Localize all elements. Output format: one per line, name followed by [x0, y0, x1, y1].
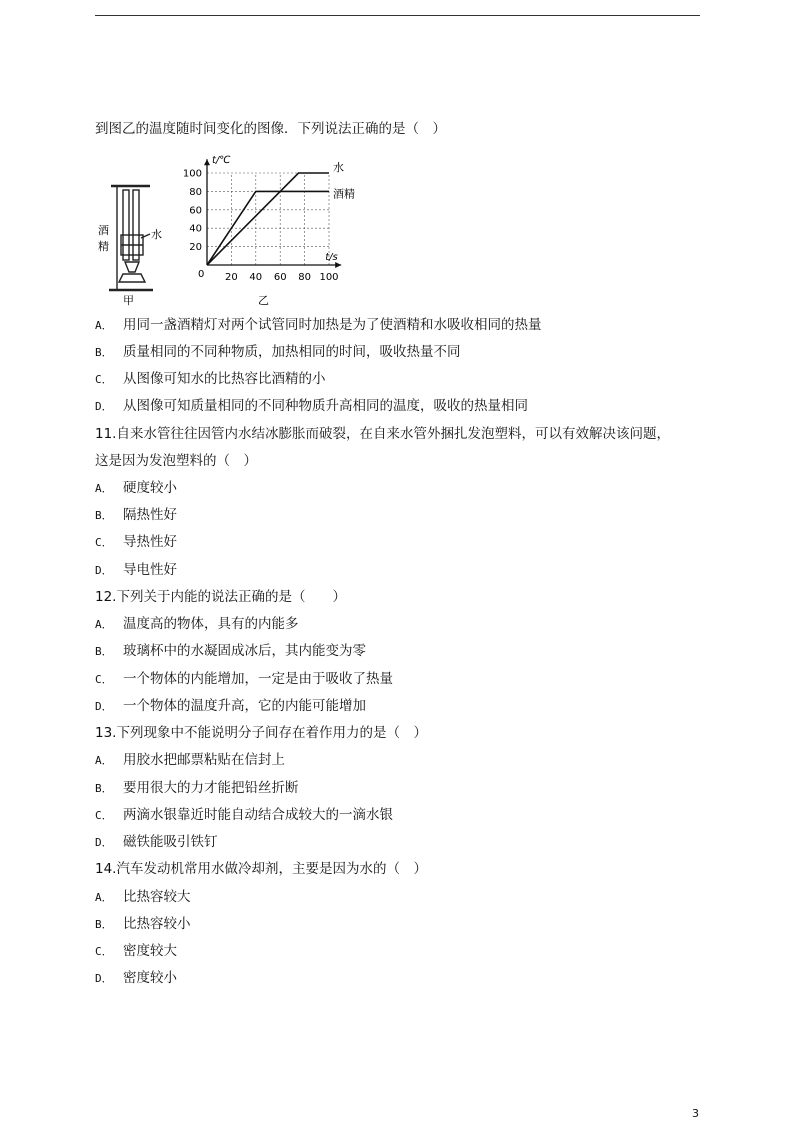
- option-text: 用胶水把邮票粘贴在信封上: [123, 752, 285, 768]
- option-text: 密度较小: [123, 970, 177, 986]
- series-line-water: [207, 173, 329, 265]
- x-tick-label: 80: [298, 272, 311, 283]
- apparatus-drawing: [109, 185, 153, 290]
- option-letter: C．: [95, 673, 113, 686]
- option-text: 磁铁能吸引铁钉: [123, 834, 218, 850]
- option-text: 玻璃杯中的水凝固成冰后，其内能变为零: [123, 643, 366, 659]
- apparatus-caption: 甲: [123, 294, 134, 307]
- apparatus-alcohol-label-1: 酒: [98, 224, 109, 237]
- option-text: 从图像可知质量相同的不同种物质升高相同的温度，吸收的热量相同: [123, 398, 528, 414]
- q11-option-a[interactable]: [95, 479, 177, 498]
- q14-option-c[interactable]: [95, 942, 177, 961]
- q12-option-a[interactable]: [95, 615, 299, 634]
- figure: [95, 150, 355, 310]
- option-text: 比热容较小: [123, 916, 191, 932]
- alcohol-lamp: [125, 262, 139, 272]
- header-rule: [95, 15, 700, 16]
- q11-option-b[interactable]: [95, 506, 177, 525]
- x-axis-label: t/s: [325, 252, 338, 263]
- question-12-stem: 12.下列关于内能的说法正确的是（ ）: [95, 589, 346, 605]
- option-letter: A．: [95, 319, 113, 332]
- page-number: 3: [692, 1107, 699, 1120]
- q14-option-d[interactable]: [95, 969, 177, 988]
- option-letter: C．: [95, 536, 113, 549]
- q11-option-d[interactable]: [95, 561, 177, 580]
- option-letter: C．: [95, 373, 113, 386]
- option-text: 导热性好: [123, 534, 177, 550]
- graph-caption: 乙: [258, 294, 269, 307]
- q13-option-c[interactable]: [95, 806, 393, 825]
- option-letter: A．: [95, 618, 113, 631]
- q13-option-a[interactable]: [95, 751, 285, 770]
- question-11-stem-line1: 11.自来水管往往因管内水结冰膨胀而破裂，在自来水管外捆扎发泡塑料，可以有效解决该问题，: [95, 426, 670, 442]
- q12-option-b[interactable]: [95, 642, 366, 661]
- x-tick-label: 20: [225, 272, 238, 283]
- option-letter: A．: [95, 482, 113, 495]
- question-14-stem: 14.汽车发动机常用水做冷却剂，主要是因为水的（ ）: [95, 861, 427, 877]
- y-axis-arrow: [204, 159, 210, 165]
- option-letter: C．: [95, 809, 113, 822]
- x-tick-label: 100: [319, 272, 339, 283]
- q13-option-b[interactable]: [95, 779, 299, 798]
- x-tick-label: 40: [249, 272, 263, 283]
- q10-option-d[interactable]: [95, 397, 528, 416]
- option-letter: A．: [95, 754, 113, 767]
- q14-option-a[interactable]: [95, 888, 191, 907]
- option-letter: D．: [95, 972, 113, 985]
- apparatus-alcohol-label-2: 精: [98, 240, 109, 253]
- q11-option-c[interactable]: [95, 533, 177, 552]
- y-axis-label: t/℃: [212, 155, 231, 167]
- q10-option-a[interactable]: [95, 316, 542, 335]
- x-tick-label: 60: [273, 272, 287, 283]
- option-text: 两滴水银靠近时能自动结合成较大的一滴水银: [123, 807, 393, 823]
- option-text: 比热容较大: [123, 889, 191, 905]
- option-text: 质量相同的不同种物质，加热相同的时间，吸收热量不同: [123, 344, 461, 360]
- question-13-stem: 13.下列现象中不能说明分子间存在着作用力的是（ ）: [95, 725, 427, 741]
- option-text: 从图像可知水的比热容比酒精的小: [123, 371, 326, 387]
- option-letter: B．: [95, 509, 113, 522]
- y-tick-label: 80: [189, 186, 202, 198]
- option-letter: D．: [95, 564, 113, 577]
- y-tick-label: 40: [189, 223, 202, 235]
- option-letter: B．: [95, 346, 113, 359]
- option-letter: D．: [95, 400, 113, 413]
- q14-option-b[interactable]: [95, 915, 191, 934]
- option-letter: D．: [95, 700, 113, 713]
- q13-option-d[interactable]: [95, 833, 218, 852]
- option-text: 密度较大: [123, 943, 177, 959]
- option-text: 温度高的物体，具有的内能多: [123, 616, 299, 632]
- temperature-chart: [183, 155, 355, 283]
- test-tube-alcohol: [123, 190, 129, 260]
- option-text: 导电性好: [123, 562, 177, 578]
- option-letter: D．: [95, 836, 113, 849]
- figure-svg: [95, 150, 355, 310]
- q10-option-c[interactable]: [95, 370, 326, 389]
- lamp-base: [119, 274, 145, 282]
- option-letter: B．: [95, 645, 113, 658]
- q12-option-d[interactable]: [95, 697, 366, 716]
- apparatus-water-label: 水: [151, 228, 162, 241]
- option-letter: B．: [95, 918, 113, 931]
- option-text: 一个物体的温度升高，它的内能可能增加: [123, 698, 366, 714]
- q10-option-b[interactable]: [95, 343, 461, 362]
- test-tube-water: [133, 190, 139, 260]
- question-10-stem: 到图乙的温度随时间变化的图像．下列说法正确的是（ ）: [95, 121, 446, 137]
- option-text: 隔热性好: [123, 507, 177, 523]
- q12-option-c[interactable]: [95, 670, 393, 689]
- y-tick-label: 60: [189, 205, 202, 217]
- option-letter: A．: [95, 891, 113, 904]
- option-text: 硬度较小: [123, 480, 177, 496]
- series-label-water: 水: [333, 161, 344, 174]
- option-text: 一个物体的内能增加，一定是由于吸收了热量: [123, 671, 393, 687]
- option-text: 用同一盏酒精灯对两个试管同时加热是为了使酒精和水吸收相同的热量: [123, 317, 542, 333]
- question-11-stem-line2: 这是因为发泡塑料的（ ）: [95, 453, 257, 469]
- option-text: 要用很大的力才能把铅丝折断: [123, 780, 299, 796]
- y-tick-label: 20: [189, 242, 202, 254]
- option-letter: B．: [95, 782, 113, 795]
- series-label-alcohol: 酒精: [333, 187, 355, 201]
- y-tick-label: 100: [182, 168, 202, 180]
- origin-label: 0: [198, 269, 205, 280]
- option-letter: C．: [95, 945, 113, 958]
